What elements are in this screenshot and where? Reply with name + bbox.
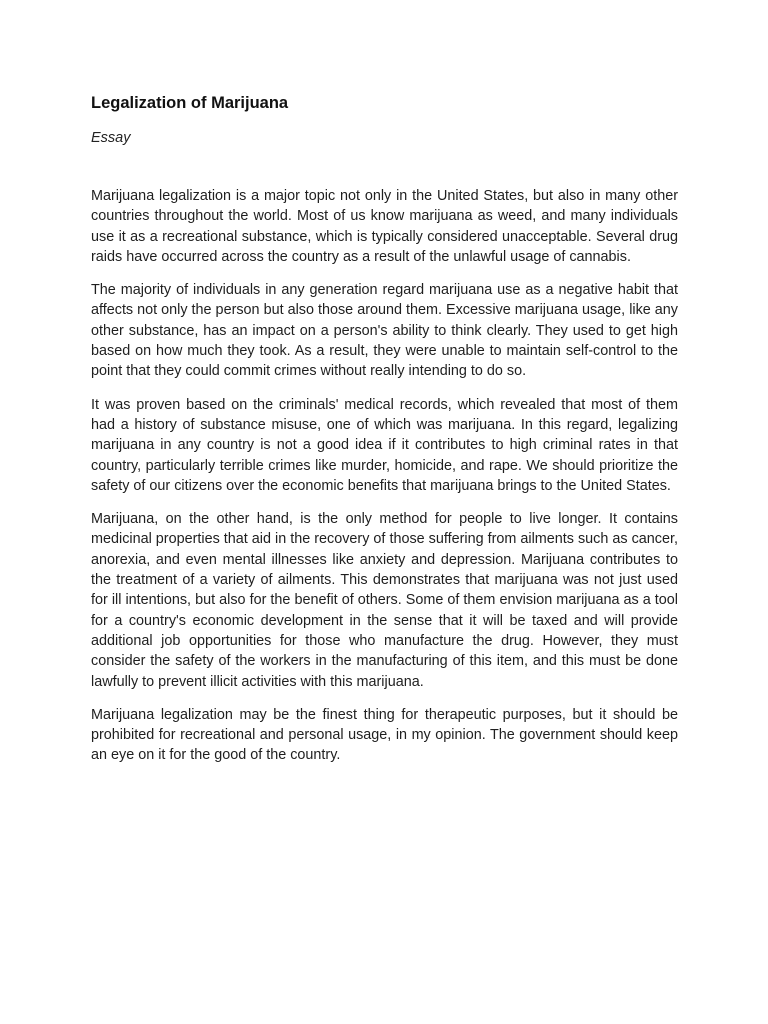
paragraph-2: The majority of individuals in any generation regard marijuana use as a negative habit that affects not only the person but also those around them. Excessive marijuana usage, like any other substance, has an impact on a person's ability to think clearly. They used to get high based on how much they took. As a result, they were unable to maintain self-control to the point that they could commit crimes without really intending to do so.: [91, 282, 678, 380]
document-title: Legalization of Marijuana: [91, 94, 289, 112]
paragraph-3: It was proven based on the criminals' medical records, which revealed that most of them had a history of substance misuse, one of which was marijuana. In this regard, legalizing marijuana in any country is not a good idea if it contributes to high criminal rates in that country, particularly terrible crimes like murder, homicide, and rape. We should prioritize the safety of our citizens over the economic benefits that marijuana brings to the United States.: [91, 396, 678, 494]
document-content: [91, 92, 678, 779]
document-subtitle: Essay: [91, 130, 131, 146]
paragraph-5: Marijuana legalization may be the finest thing for therapeutic purposes, but it should be prohibited for recreational and personal usage, in my opinion. The government should keep an eye on it for the good of the country.: [91, 706, 678, 764]
document-body: [91, 186, 678, 766]
paragraph-1: Marijuana legalization is a major topic not only in the United States, but also in many other countries throughout the world. Most of us know marijuana as weed, and many individuals use it as a recreational substance, which is typically considered unacceptable. Several drug raids have occurred across the country as a result of the unlawful usage of cannabis.: [91, 188, 678, 265]
paragraph-4: Marijuana, on the other hand, is the only method for people to live longer. It contains medicinal properties that aid in the recovery of those suffering from ailments such as cancer, anorexia, and even mental illnesses like anxiety and depression. Marijuana contributes to the treatment of a variety of ailments. This demonstrates that marijuana was not just used for ill intentions, but also for the benefit of others. Some of them envision marijuana as a tool for a country's economic development in the sense that it will be taxed and will provide additional job opportunities for those who manufacture the drug. However, they must consider the safety of the workers in the manufacturing of this item, and this must be done lawfully to prevent illicit activities with this marijuana.: [91, 511, 678, 690]
